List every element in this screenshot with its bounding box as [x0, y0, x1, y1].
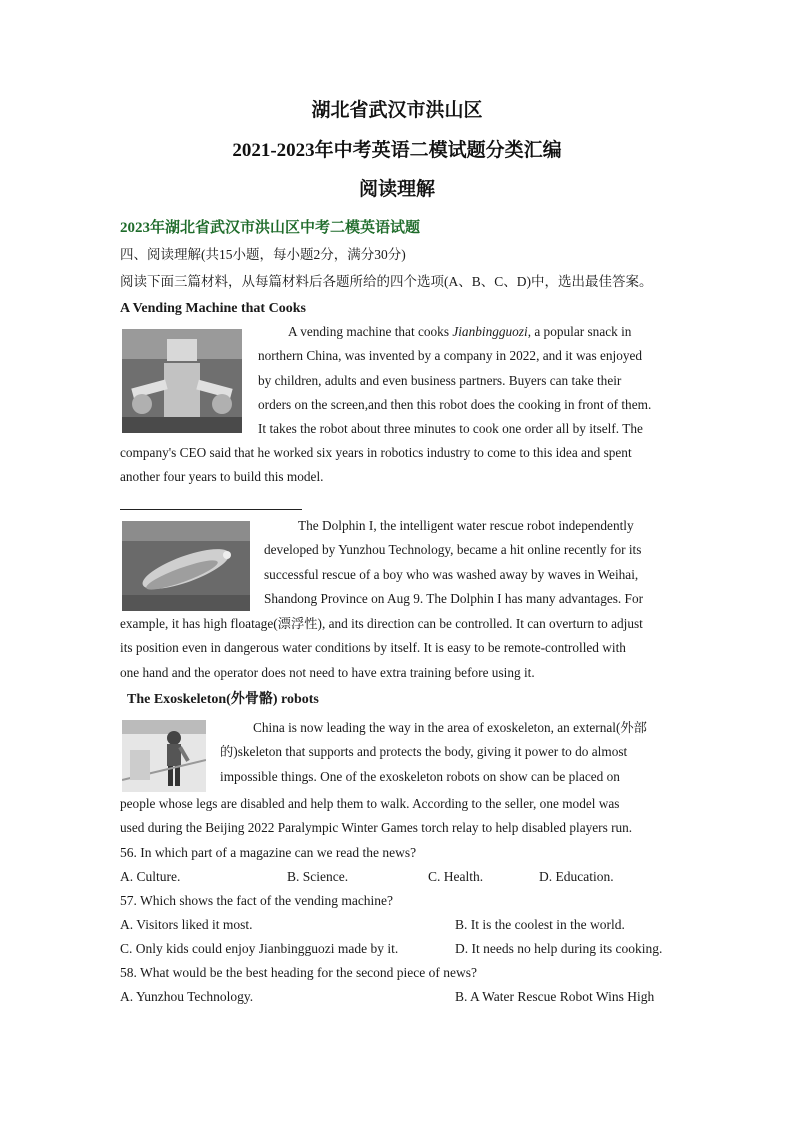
passage1-wrapped — [258, 320, 674, 441]
passage2-full — [120, 612, 674, 685]
question-58-option-a: A. Yunzhou Technology. — [120, 989, 254, 1004]
title-collection: 2021-2023年中考英语二模试题分类汇编 — [232, 140, 562, 161]
passage1-line: by children, adults and even business partners. Buyers can take their — [258, 372, 622, 388]
exoskeleton-photo-icon — [122, 720, 206, 792]
passage1-line: northern China, was invented by a company in 2022, and it was enjoyed — [258, 348, 643, 364]
question-56-stem: 56. In which part of a magazine can we read the news? — [120, 845, 417, 860]
passage2-wrapped — [264, 514, 674, 611]
passage1-line: It takes the robot about three minutes to cook one order all by itself. The — [258, 421, 643, 437]
title-section: 阅读理解 — [358, 179, 435, 200]
question-58-stem: 58. What would be the best heading for the second piece of news? — [120, 965, 478, 980]
passage1-line: another four years to build this model. — [120, 469, 324, 485]
passage3-full — [120, 792, 674, 841]
passage3-line: people whose legs are disabled and help them to walk. According to the seller, one model was — [120, 796, 620, 811]
passage2-line: successful rescue of a boy who was washed away by waves in Weihai, — [264, 566, 639, 582]
passage2-line: Shandong Province on Aug 9. The Dolphin I has many advantages. For — [264, 590, 644, 606]
snack-name: Jianbingguozi — [452, 324, 528, 339]
exam-title: 2023年湖北省武汉市洪山区中考二模英语试题 — [120, 220, 421, 236]
passage3-heading: The Exoskeleton(外骨骼) robots — [127, 692, 319, 707]
rescue-robot-photo-icon — [122, 521, 250, 611]
question-58-option-b: B. A Water Rescue Robot Wins High — [455, 989, 655, 1004]
passage3-wrapped — [220, 716, 674, 789]
passage3-line: used during the Beijing 2022 Paralympic Winter Games torch relay to help disabled players run. — [120, 820, 633, 836]
question-57-option-b: B. It is the coolest in the world. — [455, 917, 625, 932]
passage2-line: example, it has high floatage(漂浮性), and its direction can be controlled. It can overturn to adjust — [120, 616, 643, 631]
question-56-option-a: A. Culture. — [120, 869, 181, 884]
passage3-line: impossible things. One of the exoskeleton robots on show can be placed on — [220, 768, 620, 784]
question-57-option-a: A. Visitors liked it most. — [120, 917, 253, 932]
passage2-line: one hand and the operator does not need to have extra training before using it. — [120, 664, 535, 680]
question-57-option-d: D. It needs no help during its cooking. — [455, 941, 663, 956]
robot-cooking-photo-icon — [122, 329, 242, 433]
passage2-line: The Dolphin I, the intelligent water rescue robot independently — [298, 518, 634, 533]
title-region: 湖北省武汉市洪山区 — [311, 100, 483, 121]
question-56-option-b: B. Science. — [287, 869, 349, 884]
question-57-stem: 57. Which shows the fact of the vending machine? — [120, 893, 394, 908]
passage3-line: 的)skeleton that supports and protects the body, giving it power to do almost — [220, 744, 628, 760]
question-56-option-d: D. Education. — [539, 869, 614, 884]
passage1-heading: A Vending Machine that Cooks — [120, 301, 306, 316]
section-label: 四、阅读理解(共15小题，每小题2分，满分30分) — [120, 247, 406, 262]
passage1-line: company's CEO said that he worked six years in robotics industry to come to this idea and spent — [120, 445, 632, 460]
passage1-full — [120, 441, 674, 490]
question-57-option-c: C. Only kids could enjoy Jianbingguozi made by it. — [120, 941, 399, 956]
passage1-line: orders on the screen,and then this robot does the cooking in front of them. — [258, 396, 652, 412]
passage3-line: China is now leading the way in the area of exoskeleton, an external(外部 — [253, 720, 647, 735]
question-56-option-c: C. Health. — [428, 869, 484, 884]
instructions: 阅读下面三篇材料，从每篇材料后各题所给的四个选项(A、B、C、D)中，选出最佳答案。 — [120, 274, 653, 289]
passage2-line: developed by Yunzhou Technology, became a hit online recently for its — [264, 542, 642, 558]
passage2-line: its position even in dangerous water conditions by itself. It is easy to be remote-controlled with — [120, 640, 626, 656]
divider — [120, 509, 302, 510]
passage1-line: A vending machine that cooks Jianbingguozi, a popular snack in — [288, 324, 632, 339]
